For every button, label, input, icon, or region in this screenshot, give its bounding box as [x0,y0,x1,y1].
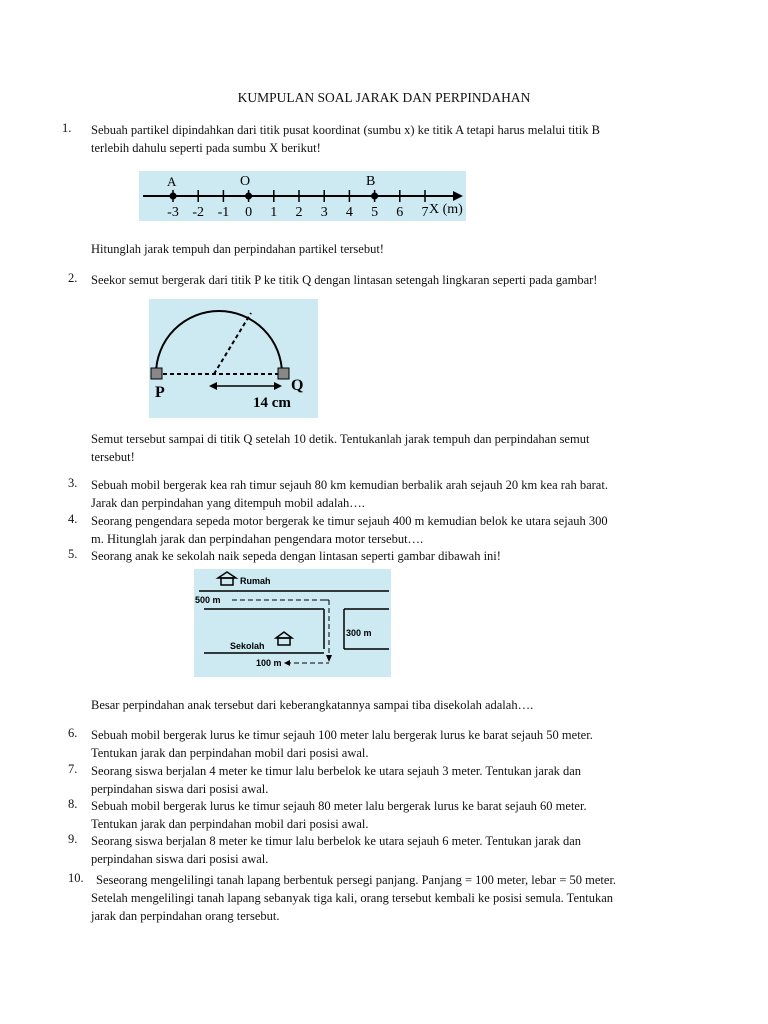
question-number: 9. [68,832,78,846]
question-number: 10. [68,871,84,885]
tick-label: 1 [270,205,278,220]
question-2-prompt [91,430,691,466]
point-a-dot [170,193,177,200]
distance-500: 500 m [195,595,221,605]
tick-label: 3 [320,205,328,220]
question-8-text [91,797,701,833]
question-1-prompt: Hitunglah jarak tempuh dan perpindahan partikel tersebut! [91,242,384,256]
tick-label: 7 [421,205,429,220]
question-line: Sebuah partikel dipindahkan dari titik pusat koordinat (sumbu x) ke titik A tetapi harus melalui titik B [91,123,600,137]
question-line: Tentukan jarak dan perpindahan mobil dari posisi awal. [91,817,369,831]
question-3-text [91,476,701,512]
question-line: tersebut! [91,450,135,464]
page-title: KUMPULAN SOAL JARAK DAN PERPINDAHAN [237,90,531,105]
route-figure [194,569,391,677]
axis-label: X (m) [429,202,463,217]
question-line: jarak dan perpindahan orang tersebut. [91,909,280,923]
question-number: 1. [62,121,72,135]
tick-label: -2 [192,205,205,220]
question-line: Seseorang mengelilingi tanah lapang berbentuk persegi panjang. Panjang = 100 meter, lebar = 50 meter. [96,873,617,887]
tick-label: 2 [295,205,303,220]
question-1-text [91,121,691,157]
question-4-text [91,512,701,548]
question-line: Semut tersebut sampai di titik Q setelah 10 detik. Tentukanlah jarak tempuh dan perpindahan semut [91,432,590,446]
house-label: Rumah [240,576,271,586]
question-line: Jarak dan perpindahan yang ditempuh mobil adalah…. [91,496,365,510]
point-b-label: B [366,174,376,189]
question-line: Sebuah mobil bergerak lurus ke timur sejauh 100 meter lalu bergerak lurus ke barat sejauh 50 meter. [91,728,593,742]
tick-label: 0 [245,205,253,220]
question-10-text [91,871,701,925]
tick-label: 4 [345,205,353,220]
number-line-figure [139,171,466,221]
question-number: 6. [68,726,78,740]
question-line: Seorang siswa berjalan 8 meter ke timur lalu berbelok ke utara sejauh 6 meter. Tentukan jarak dan [91,834,582,848]
question-5-prompt: Besar perpindahan anak tersebut dari keberangkatannya sampai tiba disekolah adalah…. [91,698,534,712]
point-o-label: O [240,174,251,189]
tick-label: -3 [167,205,179,220]
semicircle-figure [149,299,318,418]
question-number: 4. [68,512,78,526]
school-label: Sekolah [230,641,265,651]
question-number: 8. [68,797,78,811]
question-line: Tentukan jarak dan perpindahan mobil dari posisi awal. [91,746,369,760]
point-p-label: P [155,384,165,401]
question-7-text [91,762,701,798]
question-number: 2. [68,271,78,285]
question-line: perpindahan siswa dari posisi awal. [91,852,269,866]
question-number: 7. [68,762,78,776]
tick-label: 6 [396,205,404,220]
point-b-dot [371,193,378,200]
question-9-text [91,832,701,868]
question-line: Sebuah mobil bergerak lurus ke timur sejauh 80 meter lalu bergerak lurus ke barat sejauh 60 meter. [91,799,587,813]
point-a-label: A [167,174,177,189]
question-line: Setelah mengelilingi tanah lapang sebanyak tiga kali, orang tersebut kembali ke posisi semula. Tentukan [91,891,614,905]
question-number: 5. [68,547,78,561]
point-o-dot [245,193,252,200]
question-6-text [91,726,701,762]
question-line: Seorang siswa berjalan 4 meter ke timur lalu berbelok ke utara sejauh 3 meter. Tentukan jarak dan [91,764,582,778]
question-2-text: Seekor semut bergerak dari titik P ke titik Q dengan lintasan setengah lingkaran seperti pada gambar! [91,273,598,287]
question-line: Sebuah mobil bergerak kea rah timur sejauh 80 km kemudian berbalik arah sejauh 20 km kea rah barat. [91,478,608,492]
question-line: terlebih dahulu seperti pada sumbu X berikut! [91,141,321,155]
point-q-label: Q [291,377,304,394]
tick-label: 5 [371,205,379,220]
question-number: 3. [68,476,78,490]
distance-100: 100 m [256,658,282,668]
dimension-label: 14 cm [253,395,291,411]
question-line: perpindahan siswa dari posisi awal. [91,782,269,796]
question-5-text: Seorang anak ke sekolah naik sepeda dengan lintasan seperti gambar dibawah ini! [91,549,501,563]
question-line: m. Hitunglah jarak dan perpindahan pengendara motor tersebut…. [91,532,424,546]
question-line: Seorang pengendara sepeda motor bergerak ke timur sejauh 400 m kemudian belok ke utara sejauh 300 [91,514,608,528]
distance-300: 300 m [346,628,372,638]
tick-label: -1 [217,205,230,220]
